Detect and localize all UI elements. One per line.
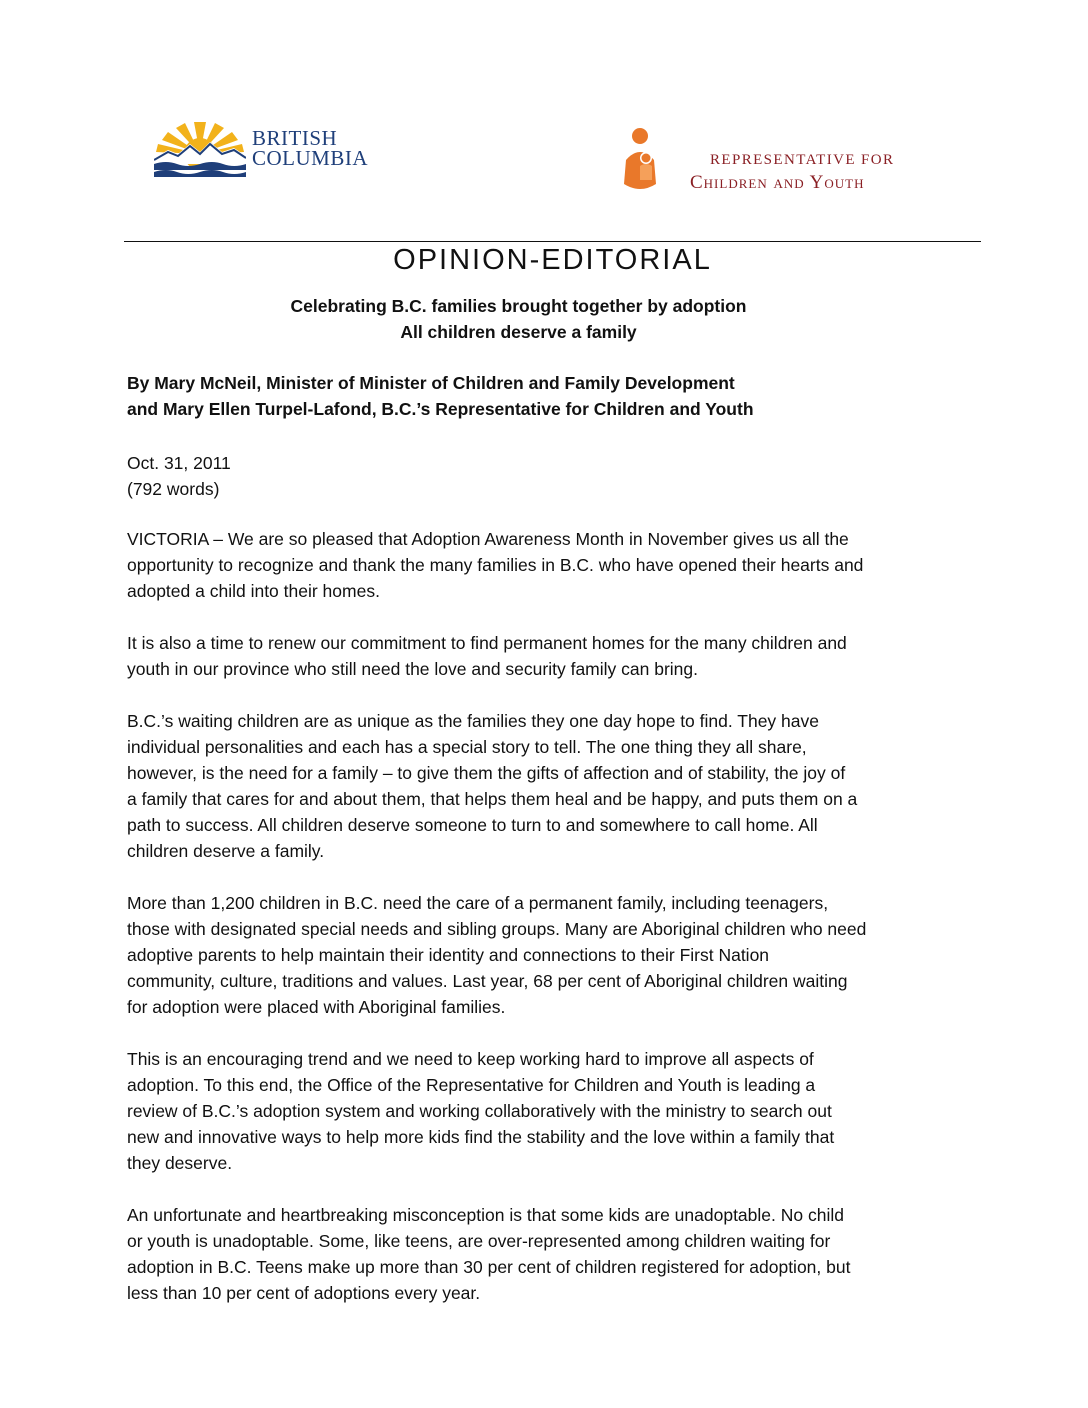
bc-wordmark (252, 128, 368, 168)
publication-date: Oct. 31, 2011 (127, 453, 231, 473)
text-line: adoption in B.C. Teens make up more than 30 per cent of children registered for adoption, but (127, 1257, 851, 1277)
text-line: less than 10 per cent of adoptions every year. (127, 1283, 481, 1303)
rcy-wordmark-line2: Children and Youth (690, 172, 865, 193)
text-line: those with designated special needs and sibling groups. Many are Aboriginal children who need (127, 919, 867, 939)
byline-line: and Mary Ellen Turpel-Lafond, B.C.’s Representative for Children and Youth (127, 399, 754, 419)
byline-line: By Mary McNeil, Minister of Minister of Children and Family Development (127, 373, 735, 393)
bc-wordmark-line2: COLUMBIA (252, 146, 369, 170)
header-divider (124, 241, 981, 242)
text-line: they deserve. (127, 1153, 233, 1173)
text-line: a family that cares for and about them, that helps them heal and be happy, and puts them on a (127, 789, 858, 809)
text-line: new and innovative ways to help more kids find the stability and the love within a family that (127, 1127, 835, 1147)
bc-government-logo (154, 118, 386, 184)
bc-wordmark-line1: BRITISH (252, 126, 338, 150)
word-count: (792 words) (127, 479, 220, 499)
text-line: An unfortunate and heartbreaking misconception is that some kids are unadoptable. No child (127, 1205, 844, 1225)
paragraph (127, 526, 967, 604)
paragraph (127, 630, 967, 682)
paragraph (127, 1202, 967, 1306)
text-line: This is an encouraging trend and we need to keep working hard to improve all aspects of (127, 1049, 814, 1069)
document-type-title: OPINION-EDITORIAL (393, 244, 712, 276)
paragraph (127, 1046, 967, 1176)
text-line: It is also a time to renew our commitment to find permanent homes for the many children and (127, 633, 847, 653)
paragraph (127, 708, 967, 864)
text-line: VICTORIA – We are so pleased that Adoption Awareness Month in November gives us all the (127, 529, 849, 549)
text-line: for adoption were placed with Aboriginal families. (127, 997, 506, 1017)
rcy-logo (600, 124, 940, 210)
text-line: youth in our province who still need the love and security family can bring. (127, 659, 698, 679)
dateline (127, 450, 231, 502)
text-line: More than 1,200 children in B.C. need the care of a permanent family, including teenagers, (127, 893, 829, 913)
text-line: however, is the need for a family – to give them the gifts of affection and of stability, the joy of (127, 763, 846, 783)
text-line: path to success. All children deserve someone to turn to and somewhere to call home. All (127, 815, 818, 835)
headline-line: Celebrating B.C. families brought together by adoption (290, 296, 747, 316)
rcy-wordmark-line1: REPRESENTATIVE FOR (710, 152, 895, 168)
text-line: adoptive parents to help maintain their identity and connections to their First Nation (127, 945, 770, 965)
text-line: review of B.C.’s adoption system and working collaboratively with the ministry to search out (127, 1101, 832, 1121)
bc-sun-mountain-icon (154, 120, 246, 182)
text-line: children deserve a family. (127, 841, 325, 861)
text-line: B.C.’s waiting children are as unique as the families they one day hope to find. They have (127, 711, 819, 731)
text-line: adopted a child into their homes. (127, 581, 380, 601)
article-body (127, 526, 967, 1332)
rcy-figure-icon (600, 124, 680, 210)
headline (124, 293, 913, 345)
text-line: or youth is unadoptable. Some, like teens, are over-represented among children waiting for (127, 1231, 831, 1251)
text-line: individual personalities and each has a special story to tell. The one thing they all share, (127, 737, 807, 757)
subheadline-line: All children deserve a family (400, 322, 637, 342)
byline (127, 370, 754, 422)
paragraph (127, 890, 967, 1020)
text-line: community, culture, traditions and values. Last year, 68 per cent of Aboriginal children waiting (127, 971, 848, 991)
text-line: adoption. To this end, the Office of the Representative for Children and Youth is leading a (127, 1075, 816, 1095)
text-line: opportunity to recognize and thank the many families in B.C. who have opened their hearts and (127, 555, 864, 575)
